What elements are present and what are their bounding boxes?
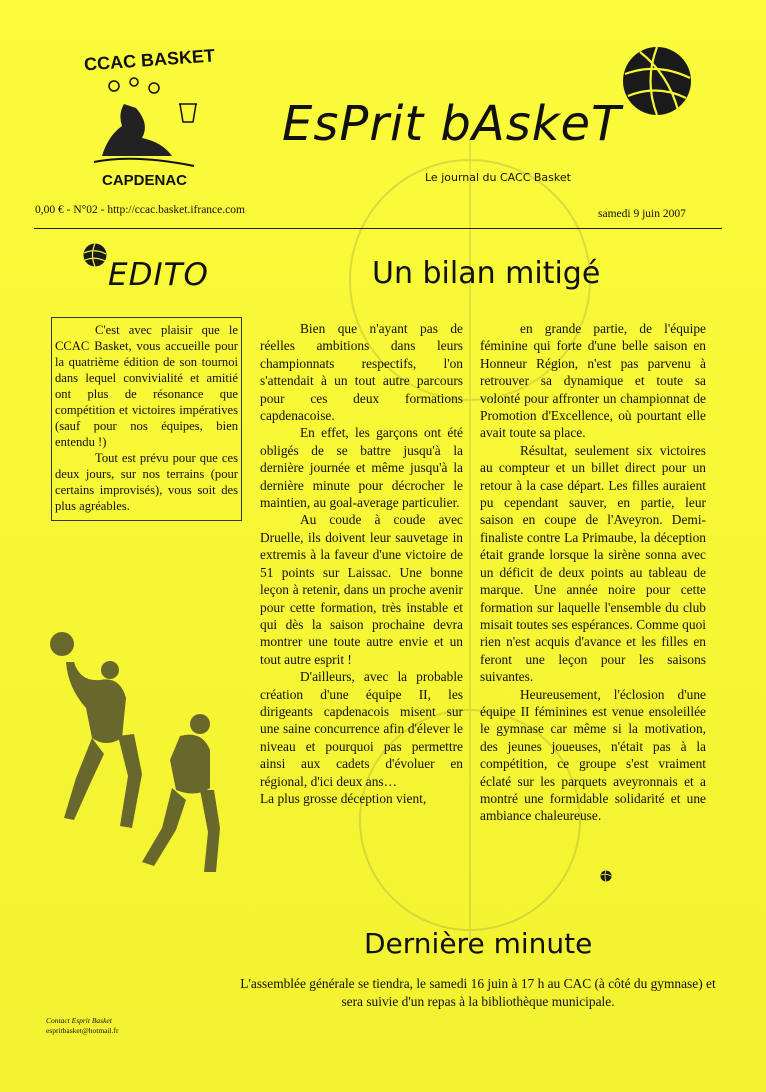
logo-player-icon: [84, 74, 204, 174]
contact-label: Contact Esprit Basket: [46, 1016, 112, 1025]
players-photo-icon: [40, 620, 240, 880]
basketball-icon: [600, 870, 612, 882]
article-paragraph: Heureusement, l'éclosion d'une équipe II féminines est venue ensoleillée le gymnase car même si la motivation, des jeunes joueuses, n'était pas à la compétition, ce groupe s'est vraiment éclaté sur les parquets aveyronnais et a montré une formidable solidarité et une ambiance chaleureuse.: [480, 686, 706, 824]
article-column-2: [480, 320, 706, 825]
article-paragraph: en grande partie, de l'équipe féminine qui forte d'une belle saison en Honneur Région, n'est pas parvenu à retrouver sa dynamique et toute sa volonté pour affronter un championnat de Promotion d'Excellence, où pourtant elle avait toute sa place.: [480, 321, 706, 441]
basketball-icon: [82, 242, 108, 268]
article-paragraph: Résultat, seulement six victoires au compteur et un billet direct pour un retour à la case départ. Les filles auraient pu cependant sauver, en partie, leur saison en coupe de l'Aveyron. Demi-finaliste contre La Primaube, la déception était grande lorsque la sirène sonna avec un déficit de deux points au tableau de marque. Une année noire pour cette formation sur laquelle l'ensemble du club misait toutes ses espérances. Comme quoi rien n'est acquis d'avance et les filles en feront une leçon pour les saisons suivantes.: [480, 442, 706, 685]
last-minute-headline: Dernière minute: [364, 927, 593, 960]
issue-date: samedi 9 juin 2007: [598, 208, 686, 220]
club-logo: [70, 45, 220, 198]
edito-box: [51, 317, 242, 521]
logo-bottom-text: CAPDENAC: [102, 172, 188, 189]
masthead-subtitle: Le journal du CACC Basket: [425, 171, 571, 184]
contact-email: espritbasket@hotmail.fr: [46, 1026, 119, 1035]
contact-block: [46, 1016, 119, 1036]
article-paragraph: Bien que n'ayant pas de réelles ambitions dans leurs championnats respectifs, l'on s'attendait à un tout autre parcours pour ces deux formations capdenacoise.: [260, 321, 463, 424]
article-paragraph: La plus grosse déception vient,: [260, 790, 427, 806]
issue-line: 0,00 € - N°02 - http://ccac.basket.ifrance.com: [35, 204, 245, 216]
logo-top-text: CCAC BASKET: [83, 45, 216, 75]
masthead-title: EsPrit bAskeT: [282, 96, 622, 152]
article-column-1: [260, 320, 463, 807]
edito-heading: EDITO: [108, 257, 209, 293]
edito-paragraph: Tout est prévu pour que ces deux jours, sur nos terrains (pour certains improvisés), vous soit des plus agréables.: [55, 451, 238, 513]
article-paragraph: D'ailleurs, avec la probable création d'une équipe II, les dirigeants capdenacois misent sur une saine concurrence afin d'élever le niveau et pourquoi pas permettre ainsi aux cadets d'évoluer en régional, d'ici deux ans…: [260, 669, 463, 789]
article-paragraph: Au coude à coude avec Druelle, ils doivent leur sauvetage in extremis à la faveur d'une victoire de 51 points sur Laissac. Une bonne leçon à retenir, dans un proche avenir pour cette formation, très instable et qui dès la saison prochaine devra montrer une toute autre envie et un tout autre esprit !: [260, 512, 463, 667]
basketball-icon: [620, 44, 694, 118]
edito-paragraph: C'est avec plaisir que le CCAC Basket, vous accueille pour la quatrième édition de son tournoi dans lequel convivialité et amitié ont plus de résonance que compétition et victoires impératives (sauf pour nos équipes, bien entendu !): [55, 323, 238, 449]
last-minute-text: L'assemblée générale se tiendra, le samedi 16 juin à 17 h au CAC (à côté du gymnase) et sera suivie d'un repas à la bibliothèque municipale.: [240, 976, 716, 1009]
article-paragraph: En effet, les garçons ont été obligés de se battre jusqu'à la dernière journée et même jusqu'à la dernière minute pour décrocher le maintien, au goal-average particulier.: [260, 425, 463, 511]
header-rule: [34, 228, 722, 229]
article-headline: Un bilan mitigé: [372, 256, 601, 291]
